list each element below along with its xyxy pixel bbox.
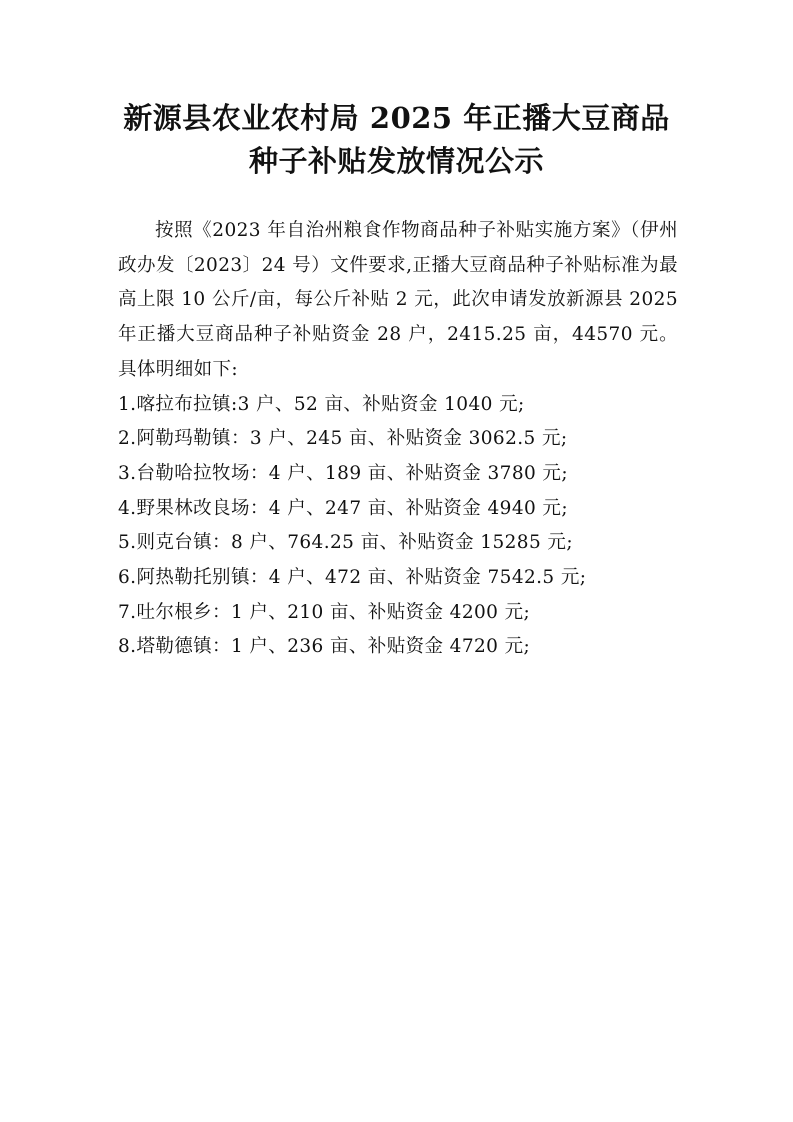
list-item: 3.台勒哈拉牧场：4 户、189 亩、补贴资金 3780 元; <box>118 462 568 484</box>
document-title <box>0 97 793 183</box>
intro-paragraph: 按照《2023 年自治州粮食作物商品种子补贴实施方案》（伊州政办发〔2023〕24 号）文件要求,正播大豆商品种子补贴标准为最高上限 10 公斤/亩，每公斤补贴 2 元，此次申请发放新源县 2025 年正播大豆商品种子补贴资金 28 户，2415.25 亩，44570 元。具体明细如下: <box>118 220 678 380</box>
list-item: 5.则克台镇：8 户、764.25 亩、补贴资金 15285 元; <box>118 532 573 554</box>
list-item: 8.塔勒德镇：1 户、236 亩、补贴资金 4720 元; <box>118 636 531 658</box>
title-line-2: 种子补贴发放情况公示 <box>248 144 544 178</box>
list-item: 7.吐尔根乡：1 户、210 亩、补贴资金 4200 元; <box>118 601 531 623</box>
document-body <box>118 214 678 665</box>
list-item: 1.喀拉布拉镇:3 户、52 亩、补贴资金 1040 元; <box>118 393 525 415</box>
list-item: 6.阿热勒托别镇：4 户、472 亩、补贴资金 7542.5 元; <box>118 567 587 589</box>
list-item: 2.阿勒玛勒镇：3 户、245 亩、补贴资金 3062.5 元; <box>118 428 568 450</box>
title-line-1: 新源县农业农村局 2025 年正播大豆商品 <box>123 101 670 135</box>
list-item: 4.野果林改良场：4 户、247 亩、补贴资金 4940 元; <box>118 497 568 519</box>
detail-list <box>118 388 678 666</box>
